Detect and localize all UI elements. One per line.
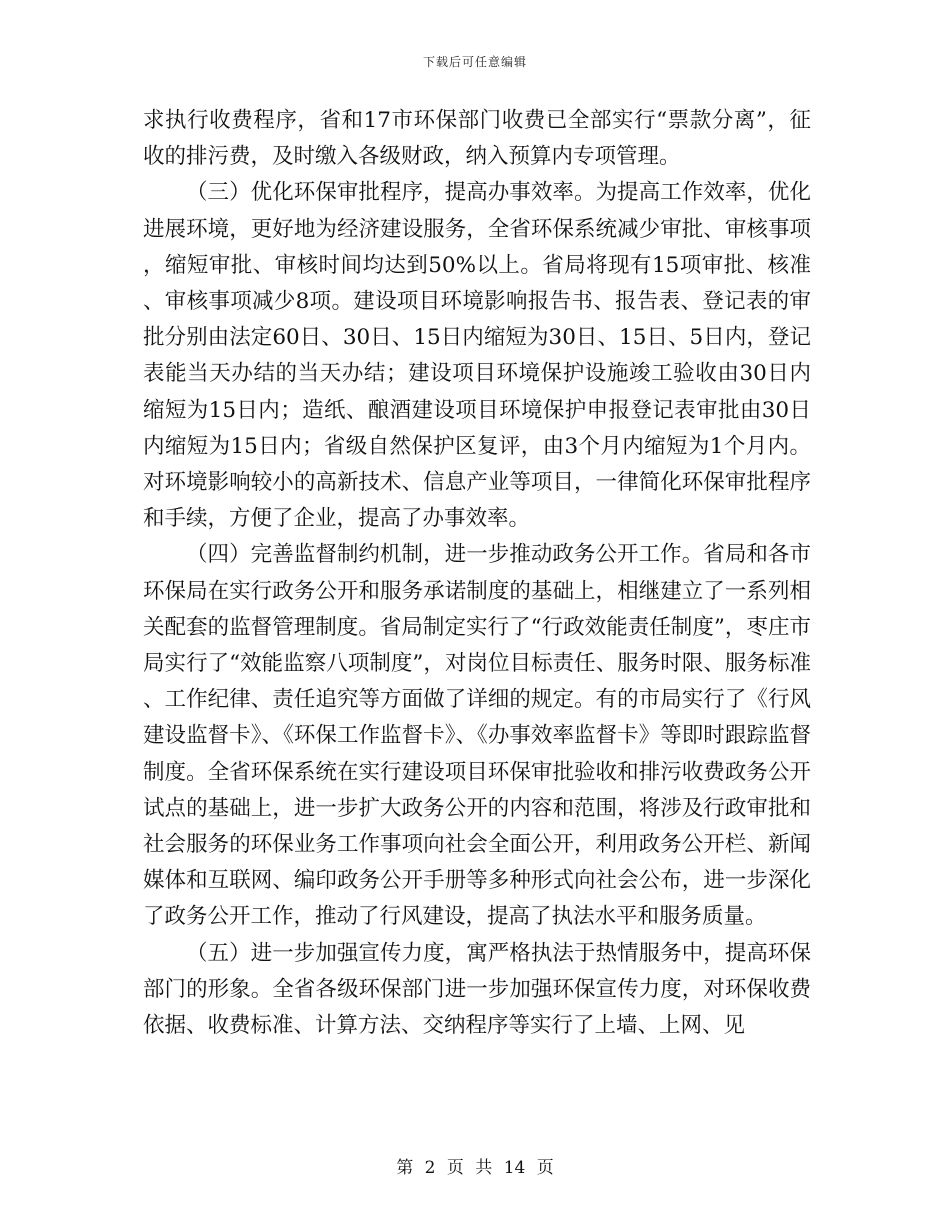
document-body xyxy=(143,103,811,1044)
page-header: 下载后可任意编辑 xyxy=(422,55,527,69)
paragraph-section-5: （五）进一步加强宣传力度，寓严格执法于热情服务中，提高环保部门的形象。全省各级环保部门进一步加强环保宣传力度，对环保收费依据、收费标准、计算方法、交纳程序等实行了上墙、上网、见 xyxy=(143,940,811,1039)
page-footer-page-number: 第 2 页 共 14 页 xyxy=(396,1158,554,1178)
paragraph-section-4: （四）完善监督制约机制，进一步推动政务公开工作。省局和各市环保局在实行政务公开和服务承诺制度的基础上，相继建立了一系列相关配套的监督管理制度。省局制定实行了“行政效能责任制度”，枣庄市局实行了“效能监察八项制度”，对岗位目标责任、服务时限、服务标准、工作纪律、责任追究等方面做了详细的规定。有的市局实行了《行风建设监督卡》、《环保工作监督卡》、《办事效率监督卡》等即时跟踪监督制度。全省环保系统在实行建设项目环保审批验收和排污收费政务公开试点的基础上，进一步扩大政务公开的内容和范围，将涉及行政审批和社会服务的环保业务工作事项向社会全面公开，利用政务公开栏、新闻媒体和互联网、编印政务公开手册等多种形式向社会公布，进一步深化了政务公开工作，推动了行风建设，提高了执法水平和服务质量。 xyxy=(143,542,811,930)
paragraph-continuation: 求执行收费程序，省和17市环保部门收费已全部实行“票款分离”，征收的排污费，及时缴入各级财政，纳入预算内专项管理。 xyxy=(143,108,811,170)
paragraph-section-3: （三）优化环保审批程序，提高办事效率。为提高工作效率，优化进展环境，更好地为经济建设服务，全省环保系统减少审批、审核事项，缩短审批、审核时间均达到50%以上。省局将现有15项审批、核准、审核事项减少8项。建设项目环境影响报告书、报告表、登记表的审批分别由法定60日、30日、15日内缩短为30日、15日、5日内，登记表能当天办结的当天办结；建设项目环境保护设施竣工验收由30日内缩短为15日内；造纸、酿酒建设项目环境保护申报登记表审批由30日内缩短为15日内；省级自然保护区复评，由3个月内缩短为1个月内。对环境影响较小的高新技术、信息产业等项目，一律简化环保审批程序和手续，方便了企业，提高了办事效率。 xyxy=(143,180,811,532)
